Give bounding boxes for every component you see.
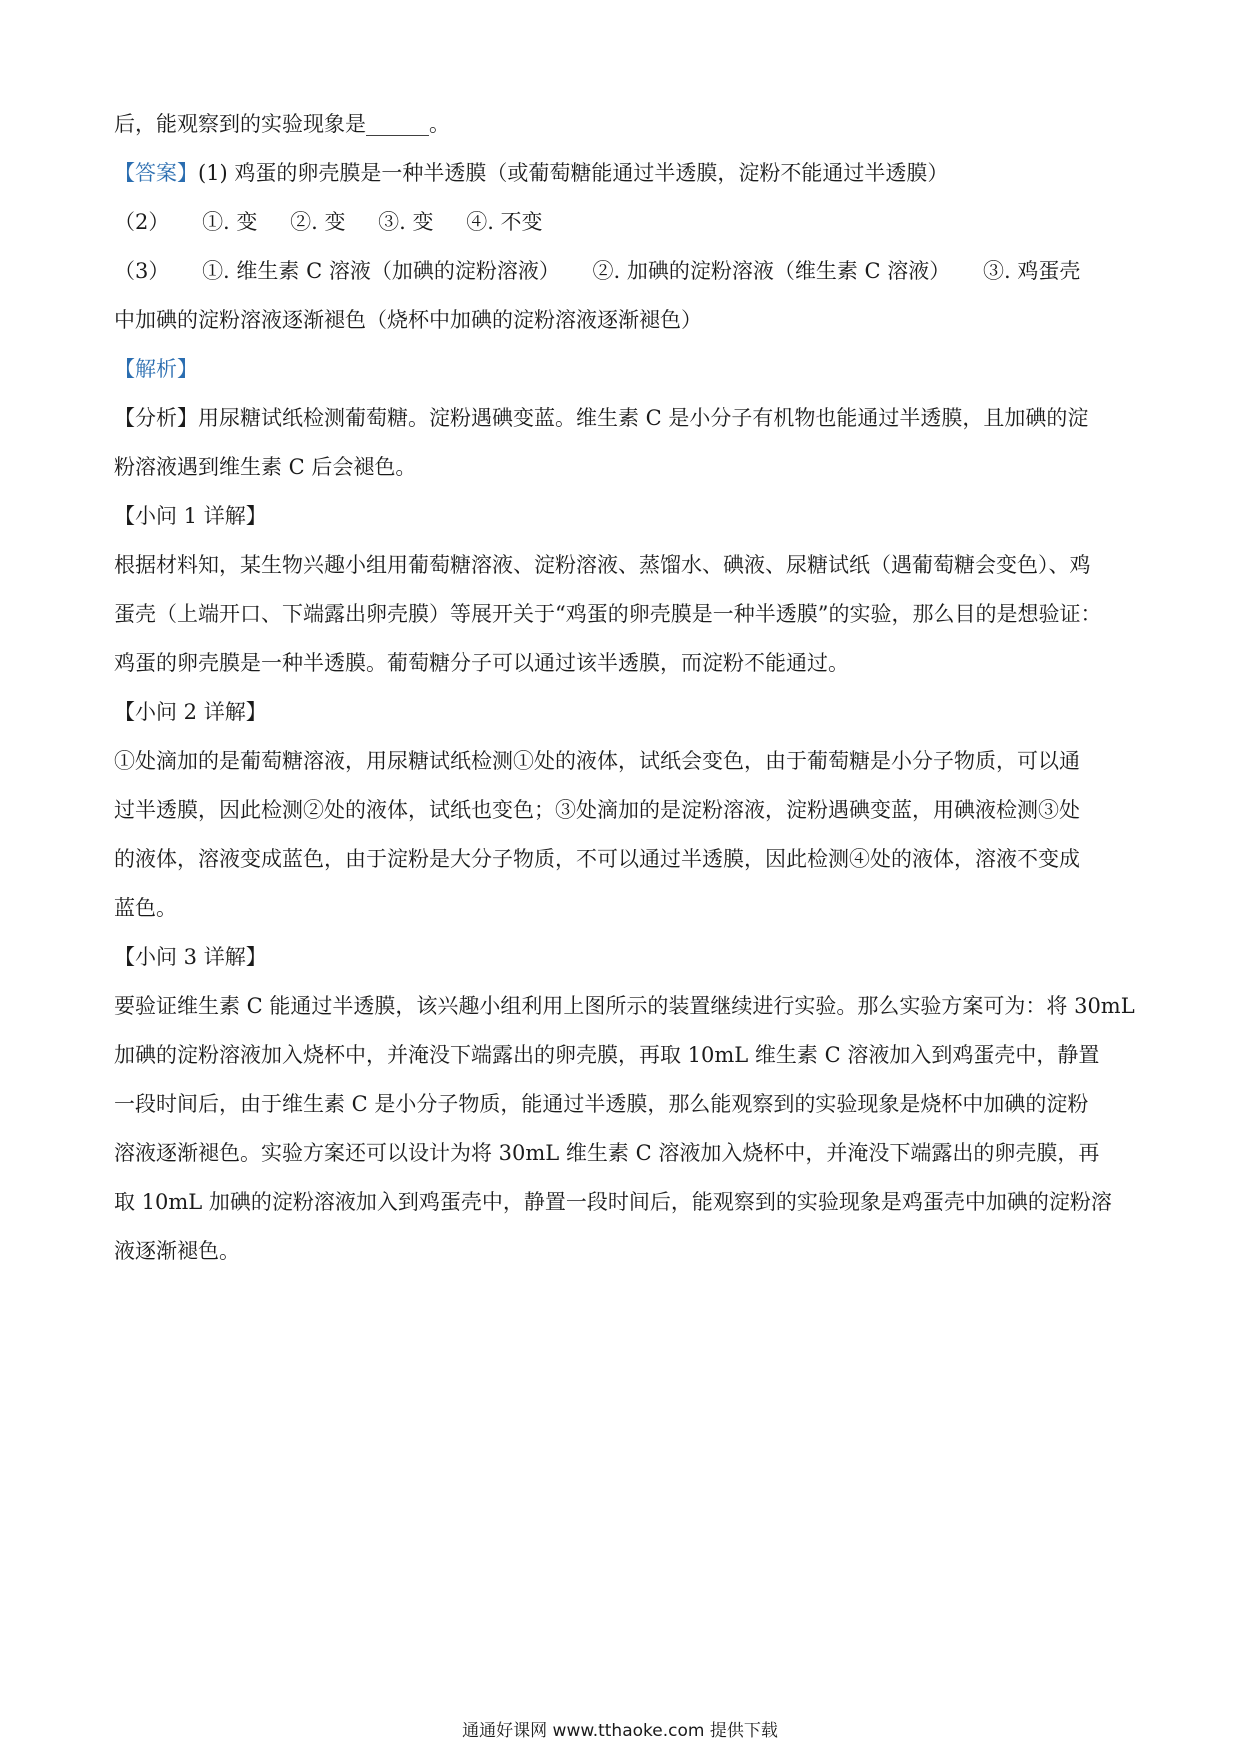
answer-q2-item: ②. 变 (290, 210, 346, 234)
text-line: 的液体，溶液变成蓝色，由于淀粉是大分子物质，不可以通过半透膜，因此检测④处的液体，溶液不变成 (114, 847, 1080, 871)
analysis-label: 【解析】 (114, 357, 198, 381)
text-line: 要验证维生素 C 能通过半透膜，该兴趣小组利用上图所示的装置继续进行实验。那么实验方案可为：将 30mL (114, 994, 1135, 1018)
section-title: 【小问 2 详解】 (114, 700, 267, 724)
text-line: 后，能观察到的实验现象是______。 (114, 112, 450, 136)
answer-q3-item: ②. 加碘的淀粉溶液（维生素 C 溶液） (592, 259, 951, 283)
answer-q2-number: （2） (114, 210, 170, 234)
answer-q1-line (114, 149, 1134, 198)
answer-q1-text: (1) 鸡蛋的卵壳膜是一种半透膜（或葡萄糖能通过半透膜，淀粉不能通过半透膜） (198, 161, 949, 185)
answer-q3-item: ③. 鸡蛋壳 (983, 259, 1081, 283)
answer-q2-item: ④. 不变 (466, 210, 543, 234)
document-body (114, 100, 1134, 1276)
answer-q3-item: ①. 维生素 C 溶液（加碘的淀粉溶液） (202, 259, 560, 283)
text-line: 液逐渐褪色。 (114, 1239, 240, 1263)
answer-q2-item: ①. 变 (202, 210, 258, 234)
text-line: 粉溶液遇到维生素 C 后会褪色。 (114, 455, 417, 479)
answer-q2-item: ③. 变 (378, 210, 434, 234)
text-line: 过半透膜，因此检测②处的液体，试纸也变色；③处滴加的是淀粉溶液，淀粉遇碘变蓝，用碘液检测③处 (114, 798, 1080, 822)
text-line: 鸡蛋的卵壳膜是一种半透膜。葡萄糖分子可以通过该半透膜，而淀粉不能通过。 (114, 651, 849, 675)
text-line: 蓝色。 (114, 896, 177, 920)
text-line: 一段时间后，由于维生素 C 是小分子物质，能通过半透膜，那么能观察到的实验现象是烧杯中加碘的淀粉 (114, 1092, 1089, 1116)
answer-label: 【答案】 (114, 161, 198, 185)
page-footer: 通通好课网 www.tthaoke.com 提供下载 (462, 1721, 778, 1741)
text-line: 中加碘的淀粉溶液逐渐褪色（烧杯中加碘的淀粉溶液逐渐褪色） (114, 308, 702, 332)
text-line: 取 10mL 加碘的淀粉溶液加入到鸡蛋壳中，静置一段时间后，能观察到的实验现象是鸡蛋壳中加碘的淀粉溶 (114, 1190, 1112, 1214)
text-line: 加碘的淀粉溶液加入烧杯中，并淹没下端露出的卵壳膜，再取 10mL 维生素 C 溶液加入到鸡蛋壳中，静置 (114, 1043, 1100, 1067)
section-title: 【小问 3 详解】 (114, 945, 267, 969)
text-line: ①处滴加的是葡萄糖溶液，用尿糖试纸检测①处的液体，试纸会变色，由于葡萄糖是小分子物质，可以通 (114, 749, 1080, 773)
text-line: 【分析】用尿糖试纸检测葡萄糖。淀粉遇碘变蓝。维生素 C 是小分子有机物也能通过半透膜，且加碘的淀 (114, 406, 1089, 430)
text-line: 根据材料知，某生物兴趣小组用葡萄糖溶液、淀粉溶液、蒸馏水、碘液、尿糖试纸（遇葡萄糖会变色）、鸡 (114, 553, 1091, 577)
text-line: 蛋壳（上端开口、下端露出卵壳膜）等展开关于“鸡蛋的卵壳膜是一种半透膜”的实验，那么目的是想验证： (114, 602, 1102, 626)
text-line: 溶液逐渐褪色。实验方案还可以设计为将 30mL 维生素 C 溶液加入烧杯中，并淹没下端露出的卵壳膜，再 (114, 1141, 1100, 1165)
answer-q2-line (114, 198, 1134, 247)
section-title: 【小问 1 详解】 (114, 504, 267, 528)
answer-q3-line (114, 247, 1134, 296)
answer-q3-number: （3） (114, 259, 170, 283)
